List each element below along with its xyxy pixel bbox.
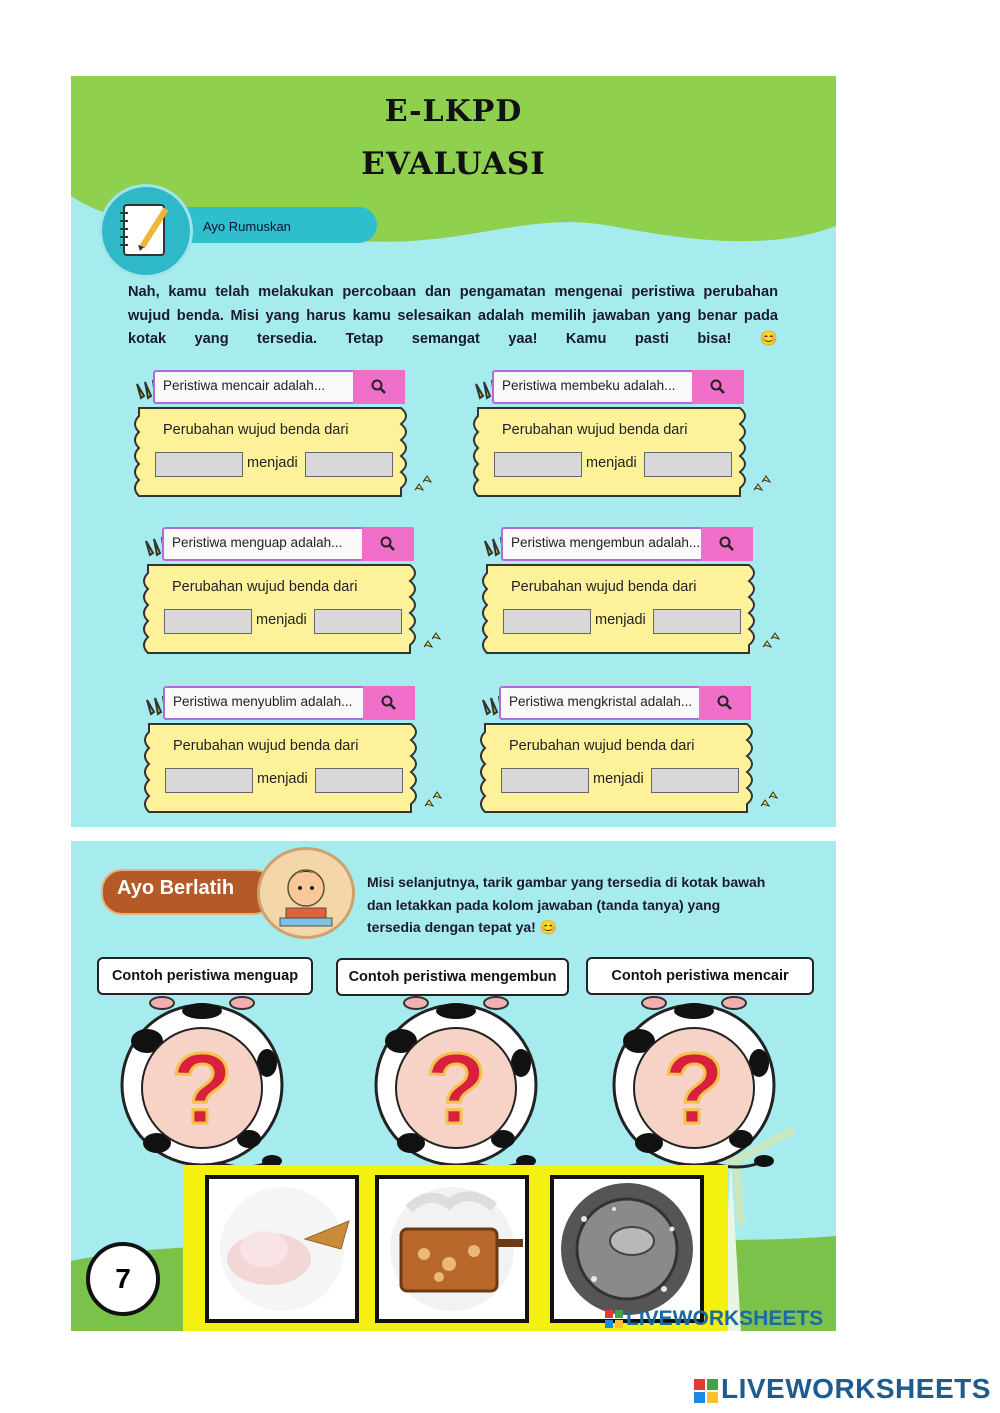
section-label: Ayo Rumuskan [203,219,291,234]
search-button [362,527,414,561]
search-text: Peristiwa mencair adalah... [163,378,326,393]
watermark [605,1307,823,1331]
search-text: Peristiwa menguap adalah... [172,535,343,550]
draggable-image-boiling-water[interactable] [375,1175,529,1323]
question-mark: ? [425,1033,487,1145]
answer-dropzone-from[interactable] [164,609,252,634]
card-description: Perubahan wujud benda dari [509,738,695,754]
page-title: E-LKPD [384,94,523,129]
card-description: Perubahan wujud benda dari [502,422,688,438]
answer-dropzone-to[interactable] [315,768,403,793]
liveworksheets-logo-icon [605,1310,623,1328]
search-text: Peristiwa membeku adalah... [502,378,676,393]
question-card [472,370,772,510]
target-label-mencair: Contoh peristiwa mencair [586,957,814,995]
card-connector: menjadi [593,771,644,787]
section-label: Ayo Berlatih [117,877,235,899]
instruction-text: Misi selanjutnya, tarik gambar yang tersedia di kotak bawah dan letakkan pada kolom jawaban (tanda tanya) yang tersedia dengan tepat ya! 😊 [367,874,766,935]
answer-dropzone-from[interactable] [165,768,253,793]
card-connector: menjadi [256,612,307,628]
answer-dropzone-to[interactable] [653,609,741,634]
notebook-icon [99,184,193,278]
search-icon [719,536,735,552]
question-card [142,527,442,667]
search-bar [499,686,751,720]
search-text: Peristiwa mengembun adalah... [511,535,701,550]
answer-dropzone-to[interactable] [305,452,393,477]
answer-dropzone-from[interactable] [155,452,243,477]
question-mark: ? [663,1033,725,1145]
card-connector: menjadi [586,455,637,471]
page-number: 7 [86,1242,160,1316]
answer-dropzone-from[interactable] [501,768,589,793]
search-bar [163,686,415,720]
cow-dropzone-mencair[interactable] [609,993,779,1173]
card-connector: menjadi [257,771,308,787]
search-bar [153,370,405,404]
footer-watermark [694,1373,991,1405]
watermark-text: LIVEWORKSHEETS [626,1307,824,1330]
target-label-mengembun: Contoh peristiwa mengembun [336,958,569,996]
search-icon [371,379,387,395]
answer-dropzone-to[interactable] [314,609,402,634]
cow-dropzone-mengembun[interactable] [371,993,541,1173]
card-description: Perubahan wujud benda dari [163,422,349,438]
card-description: Perubahan wujud benda dari [173,738,359,754]
question-card [481,527,781,667]
intro-paragraph: Nah, kamu telah melakukan percobaan dan pengamatan mengenai peristiwa perubahan wujud benda. Misi yang harus kamu selesaikan adalah memilih jawaban yang benar pada kotak yang tersedia. Tetap semangat yaa! Kamu pasti bisa! 😊 [128,284,778,347]
target-label-menguap: Contoh peristiwa menguap [97,957,313,995]
answer-dropzone-to[interactable] [644,452,732,477]
question-mark: ? [171,1033,233,1145]
card-connector: menjadi [247,455,298,471]
search-icon [710,379,726,395]
student-illustration [257,847,355,939]
search-icon [717,695,733,711]
search-bar [162,527,414,561]
search-button [353,370,405,404]
search-button [692,370,744,404]
search-button [699,686,751,720]
search-text: Peristiwa menyublim adalah... [173,694,353,709]
answer-dropzone-to[interactable] [651,768,739,793]
footer-watermark-text: LIVEWORKSHEETS [721,1373,991,1404]
search-button [363,686,415,720]
draggable-image-melted-ice-cream[interactable] [205,1175,359,1323]
card-description: Perubahan wujud benda dari [511,579,697,595]
draggable-image-condensation-can[interactable] [550,1175,704,1323]
question-card [133,370,433,510]
card-connector: menjadi [595,612,646,628]
search-icon [381,695,397,711]
search-icon [380,536,396,552]
cow-dropzone-menguap[interactable] [117,993,287,1173]
liveworksheets-logo-icon [694,1379,718,1403]
answer-dropzone-from[interactable] [494,452,582,477]
search-bar [492,370,744,404]
answer-dropzone-from[interactable] [503,609,591,634]
page-subtitle: EVALUASI [361,146,546,182]
question-card [143,686,443,826]
search-bar [501,527,753,561]
search-button [701,527,753,561]
question-card [479,686,779,826]
card-description: Perubahan wujud benda dari [172,579,358,595]
practice-panel [71,841,836,1331]
search-text: Peristiwa mengkristal adalah... [509,694,693,709]
